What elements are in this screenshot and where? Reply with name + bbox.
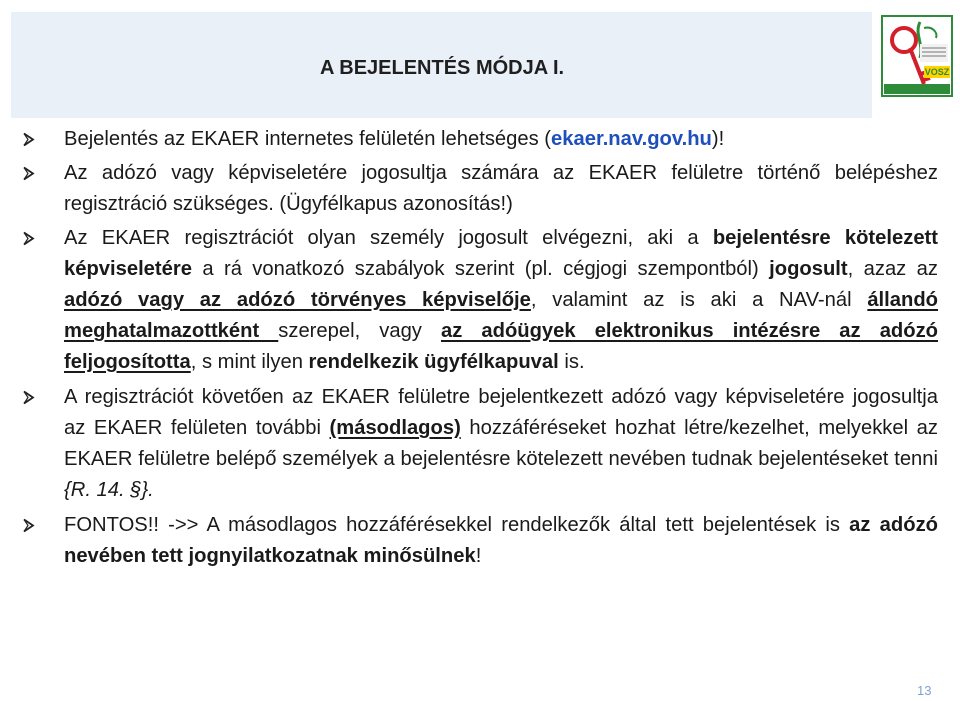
bullet-3-underline-b: állandó meghatalmazottként bbox=[64, 289, 938, 342]
bullet-3-text-e: szerepel, vagy bbox=[278, 320, 441, 342]
bullet-4-underline: (másodlagos) bbox=[329, 417, 461, 439]
bullet-5-bold: az adózó nevében tett jognyilatkozatnak minősülnek bbox=[64, 514, 938, 567]
bullet-2-text: Az adózó vagy képviseletére jogosultja számára az EKAER felületre történő belépéshez regisztráció szükséges. (Ügyfélkapus azonosítás!) bbox=[64, 162, 938, 215]
bullet-item-3 bbox=[64, 223, 938, 378]
bullet-5-text-b: ! bbox=[475, 545, 482, 567]
slide-title: A BEJELENTÉS MÓDJA I. bbox=[320, 57, 565, 79]
bullet-4-reference: {R. 14. §}. bbox=[64, 479, 154, 501]
arrow-bullet-icon bbox=[21, 124, 37, 155]
bullet-item-2 bbox=[64, 158, 938, 220]
bullet-3-text-g: is. bbox=[558, 351, 585, 373]
arrow-bullet-icon bbox=[21, 158, 37, 189]
bullet-list bbox=[64, 124, 938, 572]
ekaer-link[interactable]: ekaer.nav.gov.hu bbox=[551, 128, 712, 150]
logo-text: VOSZ bbox=[924, 67, 950, 77]
bullet-3-bold-c: rendelkezik ügyfélkapuval bbox=[308, 351, 559, 373]
bullet-3-text-b: a rá vonatkozó szabályok szerint (pl. cégjogi szempontból) bbox=[191, 258, 770, 280]
bullet-1-text-a: Bejelentés az EKAER internetes felületén lehetséges ( bbox=[64, 128, 552, 150]
arrow-bullet-icon bbox=[21, 382, 37, 413]
bullet-1-text-b: )! bbox=[711, 128, 725, 150]
bullet-4-text-a: A regisztrációt követően az EKAER felületre bejelentkezett adózó vagy képviseletére jogosultja az EKAER felületen további bbox=[64, 386, 938, 439]
bullet-3-bold-b: jogosult bbox=[769, 258, 848, 280]
bullet-3-text-c: , azaz az bbox=[847, 258, 938, 280]
bullet-item-4 bbox=[64, 382, 938, 506]
bullet-5-text-a: FONTOS!! ->> A másodlagos hozzáférésekkel rendelkezők által tett bejelentések is bbox=[64, 514, 850, 536]
bullet-3-underline-c: az adóügyek elektronikus intézésre az adózó feljogosította bbox=[64, 320, 939, 373]
bullet-3-text-a: Az EKAER regisztrációt olyan személy jogosult elvégezni, aki a bbox=[64, 227, 713, 249]
bullet-3-text-f: , s mint ilyen bbox=[190, 351, 309, 373]
bullet-3-bold-a: bejelentésre kötelezett képviseletére bbox=[64, 227, 938, 280]
page-number: 13 bbox=[917, 683, 932, 698]
bullet-item-5 bbox=[64, 510, 938, 572]
bullet-item-1 bbox=[64, 124, 938, 155]
bullet-3-text-d: , valamint az is aki a NAV-nál bbox=[530, 289, 868, 311]
bullet-3-underline-a: adózó vagy az adózó törvényes képviselője bbox=[64, 289, 531, 311]
arrow-bullet-icon bbox=[21, 223, 37, 254]
bullet-4-text-b: hozzáféréseket hozhat létre/kezelhet, melyekkel az EKAER felületre belépő személyek a bejelentésre kötelezett nevében tudnak bejelentéseket tenni bbox=[64, 417, 939, 470]
vosz-logo bbox=[880, 14, 954, 98]
arrow-bullet-icon bbox=[21, 510, 37, 541]
